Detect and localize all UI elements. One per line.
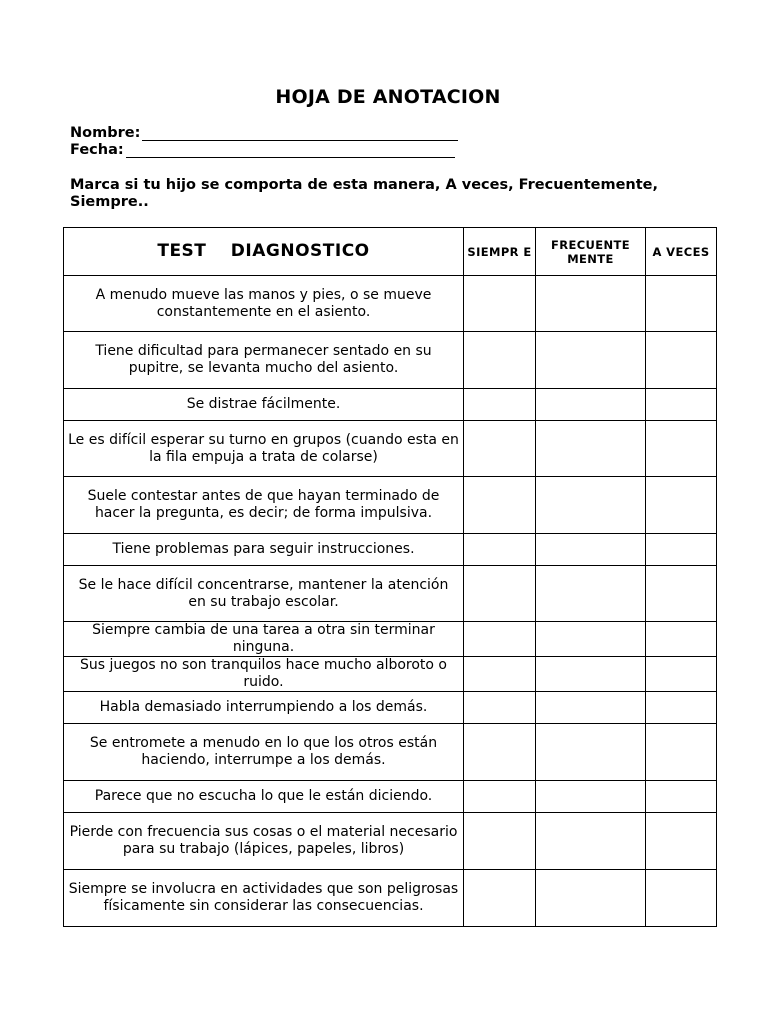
header-a-veces: A VECES bbox=[646, 228, 717, 276]
frecuentemente-cell[interactable] bbox=[536, 657, 646, 692]
siempre-cell[interactable] bbox=[464, 477, 536, 534]
a-veces-cell[interactable] bbox=[646, 477, 717, 534]
a-veces-cell[interactable] bbox=[646, 276, 717, 332]
frecuentemente-cell[interactable] bbox=[536, 781, 646, 813]
table-row bbox=[64, 813, 717, 870]
siempre-cell[interactable] bbox=[464, 781, 536, 813]
row-statement: Tiene problemas para seguir instrucciones. bbox=[64, 534, 464, 566]
a-veces-cell[interactable] bbox=[646, 781, 717, 813]
table-row bbox=[64, 566, 717, 622]
siempre-cell[interactable] bbox=[464, 534, 536, 566]
a-veces-cell[interactable] bbox=[646, 870, 717, 927]
diagnostic-table bbox=[63, 227, 717, 927]
table-row bbox=[64, 421, 717, 477]
a-veces-cell[interactable] bbox=[646, 692, 717, 724]
siempre-cell[interactable] bbox=[464, 622, 536, 657]
nombre-line[interactable] bbox=[142, 128, 458, 141]
table-row bbox=[64, 622, 717, 657]
siempre-cell[interactable] bbox=[464, 692, 536, 724]
nombre-label: Nombre: bbox=[70, 125, 141, 141]
table-row bbox=[64, 870, 717, 927]
frecuentemente-cell[interactable] bbox=[536, 724, 646, 781]
row-statement: Le es difícil esperar su turno en grupos (cuando esta en la fila empuja a trata de colarse) bbox=[64, 421, 464, 477]
frecuentemente-cell[interactable] bbox=[536, 276, 646, 332]
row-statement: Siempre se involucra en actividades que son peligrosas físicamente sin considerar las consecuencias. bbox=[64, 870, 464, 927]
siempre-cell[interactable] bbox=[464, 657, 536, 692]
a-veces-cell[interactable] bbox=[646, 421, 717, 477]
frecuentemente-cell[interactable] bbox=[536, 421, 646, 477]
frecuentemente-cell[interactable] bbox=[536, 692, 646, 724]
siempre-cell[interactable] bbox=[464, 724, 536, 781]
a-veces-cell[interactable] bbox=[646, 332, 717, 389]
row-statement: Se distrae fácilmente. bbox=[64, 389, 464, 421]
siempre-cell[interactable] bbox=[464, 813, 536, 870]
table-row bbox=[64, 534, 717, 566]
frecuentemente-cell[interactable] bbox=[536, 332, 646, 389]
table-row bbox=[64, 332, 717, 389]
table-row bbox=[64, 657, 717, 692]
siempre-cell[interactable] bbox=[464, 566, 536, 622]
a-veces-cell[interactable] bbox=[646, 566, 717, 622]
fecha-field[interactable] bbox=[70, 142, 455, 158]
a-veces-cell[interactable] bbox=[646, 622, 717, 657]
header-test-diagnostico: TEST DIAGNOSTICO bbox=[64, 228, 464, 276]
row-statement: A menudo mueve las manos y pies, o se mueve constantemente en el asiento. bbox=[64, 276, 464, 332]
row-statement: Sus juegos no son tranquilos hace mucho alboroto o ruido. bbox=[64, 657, 464, 692]
frecuentemente-cell[interactable] bbox=[536, 622, 646, 657]
table-row bbox=[64, 477, 717, 534]
frecuentemente-cell[interactable] bbox=[536, 566, 646, 622]
table-row bbox=[64, 692, 717, 724]
row-statement: Parece que no escucha lo que le están diciendo. bbox=[64, 781, 464, 813]
a-veces-cell[interactable] bbox=[646, 724, 717, 781]
siempre-cell[interactable] bbox=[464, 389, 536, 421]
row-statement: Tiene dificultad para permanecer sentado en su pupitre, se levanta mucho del asiento. bbox=[64, 332, 464, 389]
nombre-field[interactable] bbox=[70, 125, 458, 141]
row-statement: Habla demasiado interrumpiendo a los demás. bbox=[64, 692, 464, 724]
row-statement: Siempre cambia de una tarea a otra sin terminar ninguna. bbox=[64, 622, 464, 657]
a-veces-cell[interactable] bbox=[646, 389, 717, 421]
frecuentemente-cell[interactable] bbox=[536, 477, 646, 534]
siempre-cell[interactable] bbox=[464, 332, 536, 389]
row-statement: Se le hace difícil concentrarse, mantener la atención en su trabajo escolar. bbox=[64, 566, 464, 622]
row-statement: Suele contestar antes de que hayan terminado de hacer la pregunta, es decir; de forma impulsiva. bbox=[64, 477, 464, 534]
a-veces-cell[interactable] bbox=[646, 813, 717, 870]
siempre-cell[interactable] bbox=[464, 870, 536, 927]
row-statement: Se entromete a menudo en lo que los otros están haciendo, interrumpe a los demás. bbox=[64, 724, 464, 781]
frecuentemente-cell[interactable] bbox=[536, 534, 646, 566]
row-statement: Pierde con frecuencia sus cosas o el material necesario para su trabajo (lápices, papeles, libros) bbox=[64, 813, 464, 870]
frecuentemente-cell[interactable] bbox=[536, 813, 646, 870]
siempre-cell[interactable] bbox=[464, 421, 536, 477]
frecuentemente-cell[interactable] bbox=[536, 870, 646, 927]
table-header-row bbox=[64, 228, 717, 276]
siempre-cell[interactable] bbox=[464, 276, 536, 332]
frecuentemente-cell[interactable] bbox=[536, 389, 646, 421]
a-veces-cell[interactable] bbox=[646, 534, 717, 566]
instructions: Marca si tu hijo se comporta de esta manera, A veces, Frecuentemente, Siempre.. bbox=[70, 177, 659, 210]
header-siempre: SIEMPR E bbox=[464, 228, 536, 276]
fecha-label: Fecha: bbox=[70, 142, 124, 158]
table-row bbox=[64, 781, 717, 813]
a-veces-cell[interactable] bbox=[646, 657, 717, 692]
page-title: HOJA DE ANOTACION bbox=[275, 86, 501, 108]
header-frecuentemente: FRECUENTE MENTE bbox=[536, 228, 646, 276]
table-row bbox=[64, 389, 717, 421]
fecha-line[interactable] bbox=[126, 145, 455, 158]
table-row bbox=[64, 724, 717, 781]
table-row bbox=[64, 276, 717, 332]
